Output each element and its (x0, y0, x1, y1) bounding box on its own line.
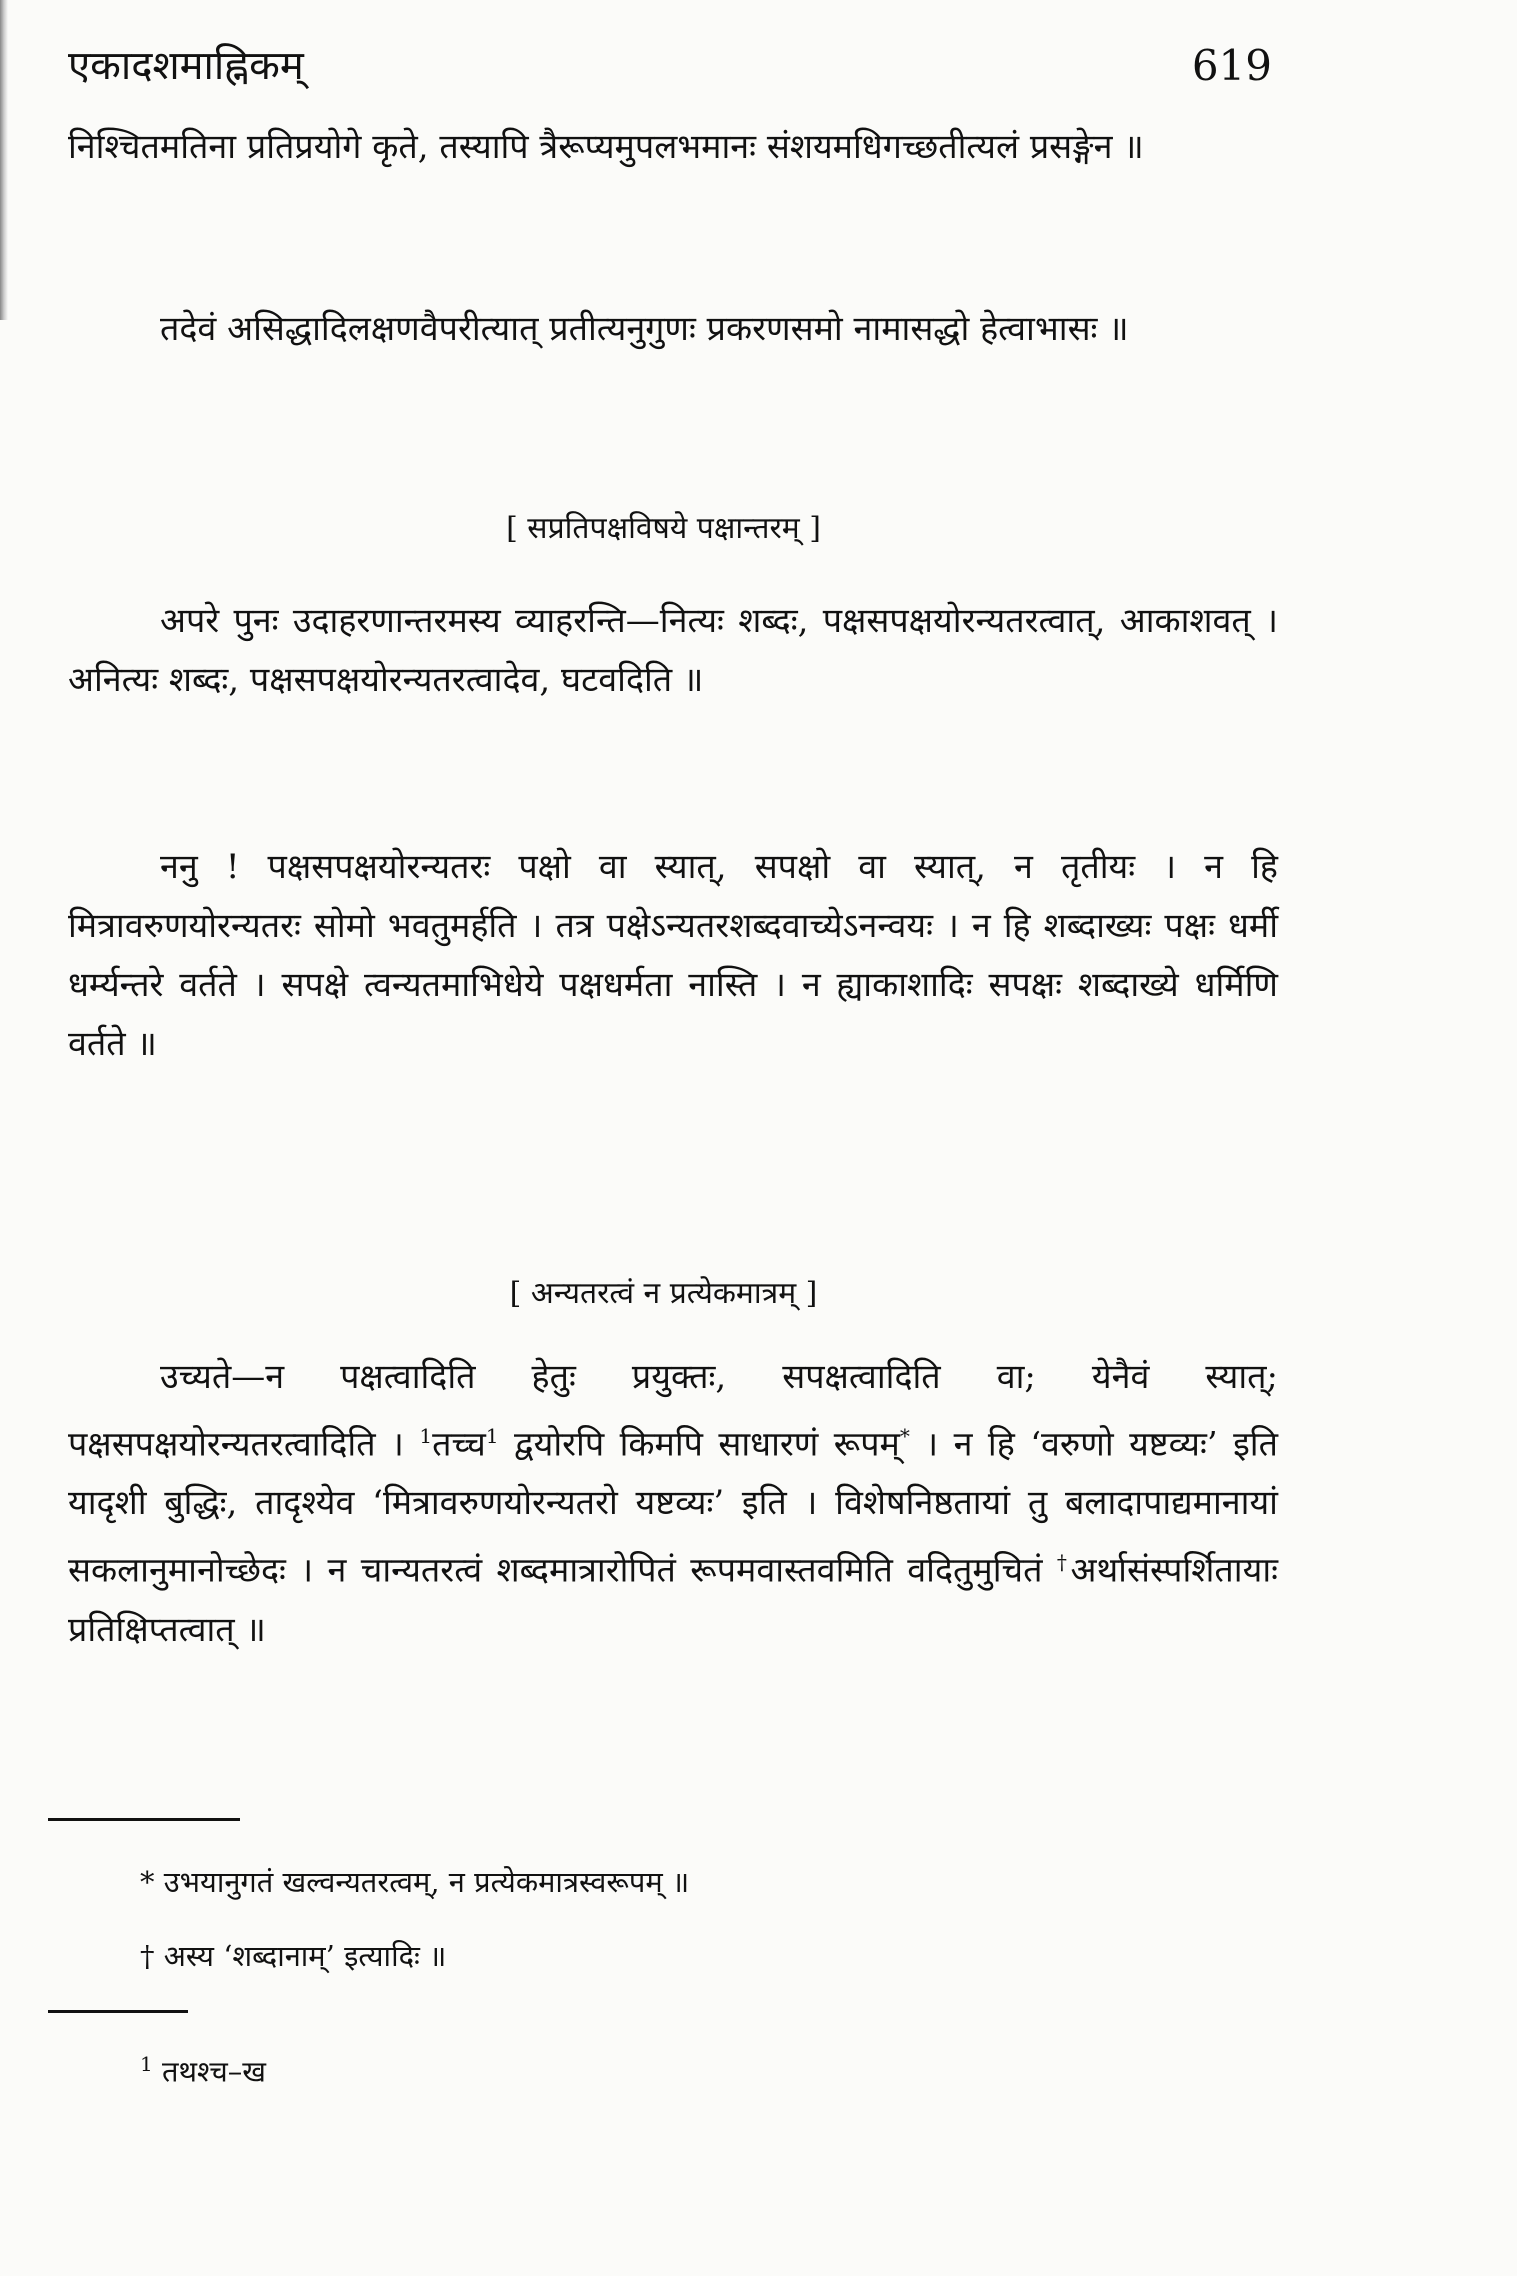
variant-marker: 1 (140, 2052, 153, 2076)
running-head: एकादशमाह्निकम् (68, 43, 304, 89)
scan-edge (0, 0, 8, 320)
footnote-marker-star: * (899, 1424, 910, 1448)
paragraph-1: निश्चितमतिना प्रतिप्रयोगे कृते, तस्यापि त्रैरूप्यमुपलभमानः संशयमधिगच्छतीत्यलं प्रसङ्गेन ॥ (68, 127, 1144, 167)
section-heading-2: [ अन्यतरत्वं न प्रत्येकमात्रम् ] (509, 1276, 818, 1311)
text-segment: तच्च (432, 1424, 486, 1465)
variant-text: तथश्च–ख (161, 2054, 266, 2089)
section-heading-1: [ सप्रतिपक्षविषये पक्षान्तरम् ] (506, 511, 821, 546)
paragraph-5 (68, 1348, 1278, 1660)
variant-note (140, 2040, 266, 2096)
footnote-marker: 1 (485, 1424, 499, 1448)
text-segment: द्वयोरपि किमपि साधारणं रूपम् (498, 1424, 900, 1465)
text-segment: अर्थासंस्पर्शितायाः प्रतिक्षिप्तत्वात् ॥ (68, 1550, 1279, 1650)
footnote-star: * उभयानुगतं खल्वन्यतरत्वम्, न प्रत्येकमात्रस्वरूपम् ॥ (140, 1865, 690, 1899)
footnote-dagger: † अस्य ‘शब्दानाम्’ इत्यादिः ॥ (140, 1939, 447, 1973)
footnote-marker: 1 (419, 1424, 433, 1448)
footnote-marker-dagger: † (1056, 1550, 1071, 1575)
variant-divider (48, 2010, 188, 2013)
page-number: 619 (1191, 41, 1272, 90)
paragraph-2: तदेवं असिद्धादिलक्षणवैपरीत्यात् प्रतीत्यनुगुणः प्रकरणसमो नामासद्धो हेत्वाभासः ॥ (160, 309, 1129, 349)
paragraph-4: ननु ! पक्षसपक्षयोरन्यतरः पक्षो वा स्यात्, सपक्षो वा स्यात्, न तृतीयः । न हि मित्रावरुणयोरन्यतरः सोमो भवतुमर्हति । तत्र पक्षेऽन्यतरशब्दवाच्येऽनन्वयः । न हि शब्दाख्यः पक्षः धर्मी धर्म्यन्तरे वर्तते । सपक्षे त्वन्यतमाभिधेये पक्षधर्मता नास्ति । न ह्याकाशादिः सपक्षः शब्दाख्ये धर्मिणि वर्तते ॥ (68, 847, 1278, 1064)
text-segment: । न हि ‘वरुणो यष्टव्यः’ इति यादृशी बुद्धिः, तादृश्येव ‘मित्रावरुणयोरन्यतरो यष्टव्यः’ इति । विशेषनिष्ठतायां तु बलादापाद्यमानायां सकलानुमानोच्छेदः । न चान्यतरत्वं शब्दमात्रारोपितं रूपमवास्तवमिति वदितुमुचितं (68, 1424, 1278, 1591)
paragraph-3: अपरे पुनः उदाहरणान्तरमस्य व्याहरन्ति—नित्यः शब्दः, पक्षसपक्षयोरन्यतरत्वात्, आकाशवत् । अनित्यः शब्दः, पक्षसपक्षयोरन्यतरत्वादेव, घटवदिति ॥ (68, 601, 1278, 700)
footnote-divider (48, 1818, 240, 1821)
text-segment: उच्यते—न पक्षत्वादिति हेतुः प्रयुक्तः, सपक्षत्वादिति वा; येनैवं स्यात्; पक्षसपक्षयोरन्यतरत्वादिति । (68, 1357, 1278, 1465)
